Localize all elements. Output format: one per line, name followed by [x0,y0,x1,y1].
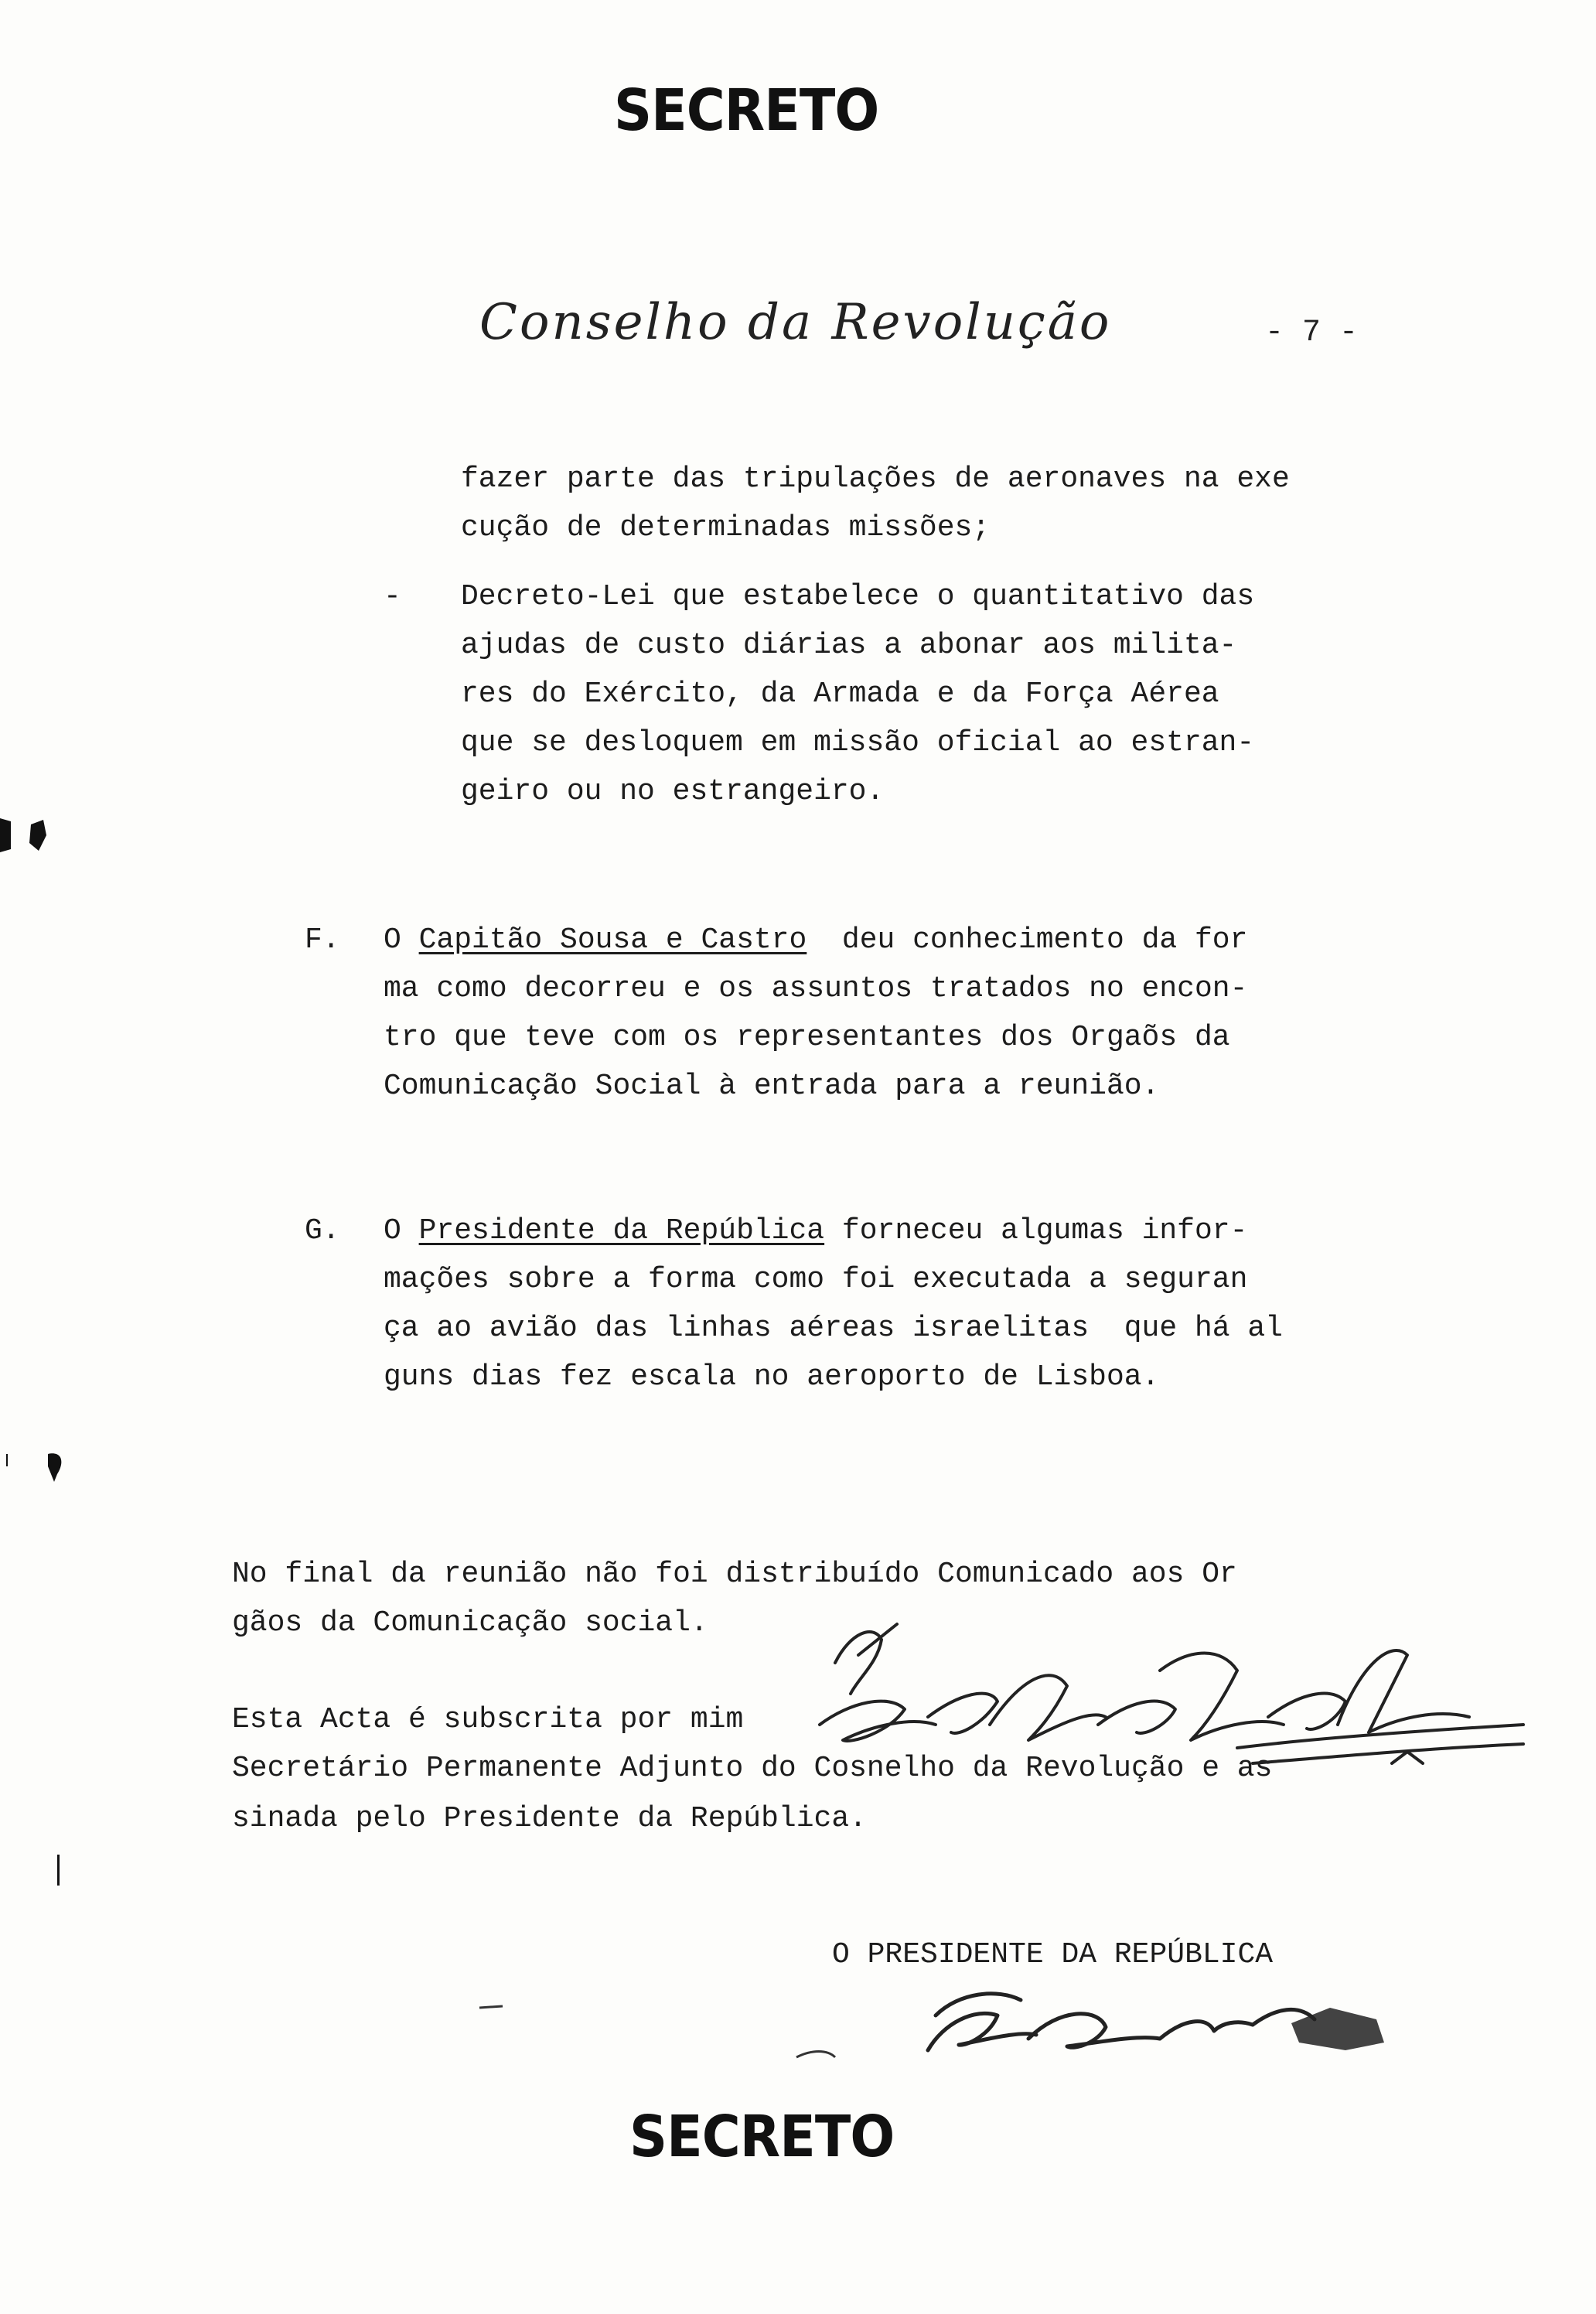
list-continuation-line-1: fazer parte das tripulações de aeronaves na exe [461,462,1290,496]
item-f-label: F. [305,923,340,957]
signatory-title: O PRESIDENTE DA REPÚBLICA [832,1938,1274,1971]
item-g-line-2: mações sobre a forma como foi executada a seguran [384,1263,1248,1296]
list-item-line-5: geiro ou no estrangeiro. [461,775,885,808]
list-item-line-1: Decreto-Lei que estabelece o quantitativo das [461,580,1255,613]
item-f-line-2: ma como decorreu e os assuntos tratados no encon- [384,972,1248,1005]
closing-line-2: gãos da Comunicação social. [232,1606,708,1640]
list-item-line-4: que se desloquem em missão oficial ao estran- [461,726,1255,759]
list-item-line-3: res do Exército, da Armada e da Força Aérea [461,677,1219,711]
list-continuation-line-2: cução de determinadas missões; [461,511,991,544]
classification-stamp-top: SECRETO [614,77,879,144]
list-item-line-2: ajudas de custo diárias a abonar aos milita- [461,629,1237,662]
classification-stamp-bottom: SECRETO [629,2104,895,2170]
president-signature [912,1977,1407,2070]
item-f-underlined-name: Capitão Sousa e Castro [418,923,807,957]
item-f-line-3: tro que teve com os representantes dos Orgaõs da [384,1021,1230,1054]
closing-line-1: No final da reunião não foi distribuído Comunicado aos Or [232,1558,1237,1591]
letterhead: Conselho da Revolução [479,294,1112,351]
closing-line-4: Secretário Permanente Adjunto do Cosnelho da Revolução e as [232,1752,1273,1785]
list-dash: - [384,580,401,613]
item-g-underlined-name: Presidente da República [418,1214,825,1247]
item-g-label: G. [305,1214,340,1247]
item-f-line-1: O Capitão Sousa e Castro deu conhecimento da for [384,923,1248,957]
closing-line-5: sinada pelo Presidente da República. [232,1802,867,1835]
page-number: - 7 - [1265,316,1359,350]
item-g-line-3: ça ao avião das linhas aéreas israelitas que há al [384,1312,1283,1345]
item-f-line-4: Comunicação Social à entrada para a reunião. [384,1070,1160,1103]
item-g-line-1: O Presidente da República forneceu algumas infor- [384,1214,1248,1247]
item-g-line-4: guns dias fez escala no aeroporto de Lisboa. [384,1360,1160,1394]
closing-line-3: Esta Acta é subscrita por mim [232,1703,744,1736]
